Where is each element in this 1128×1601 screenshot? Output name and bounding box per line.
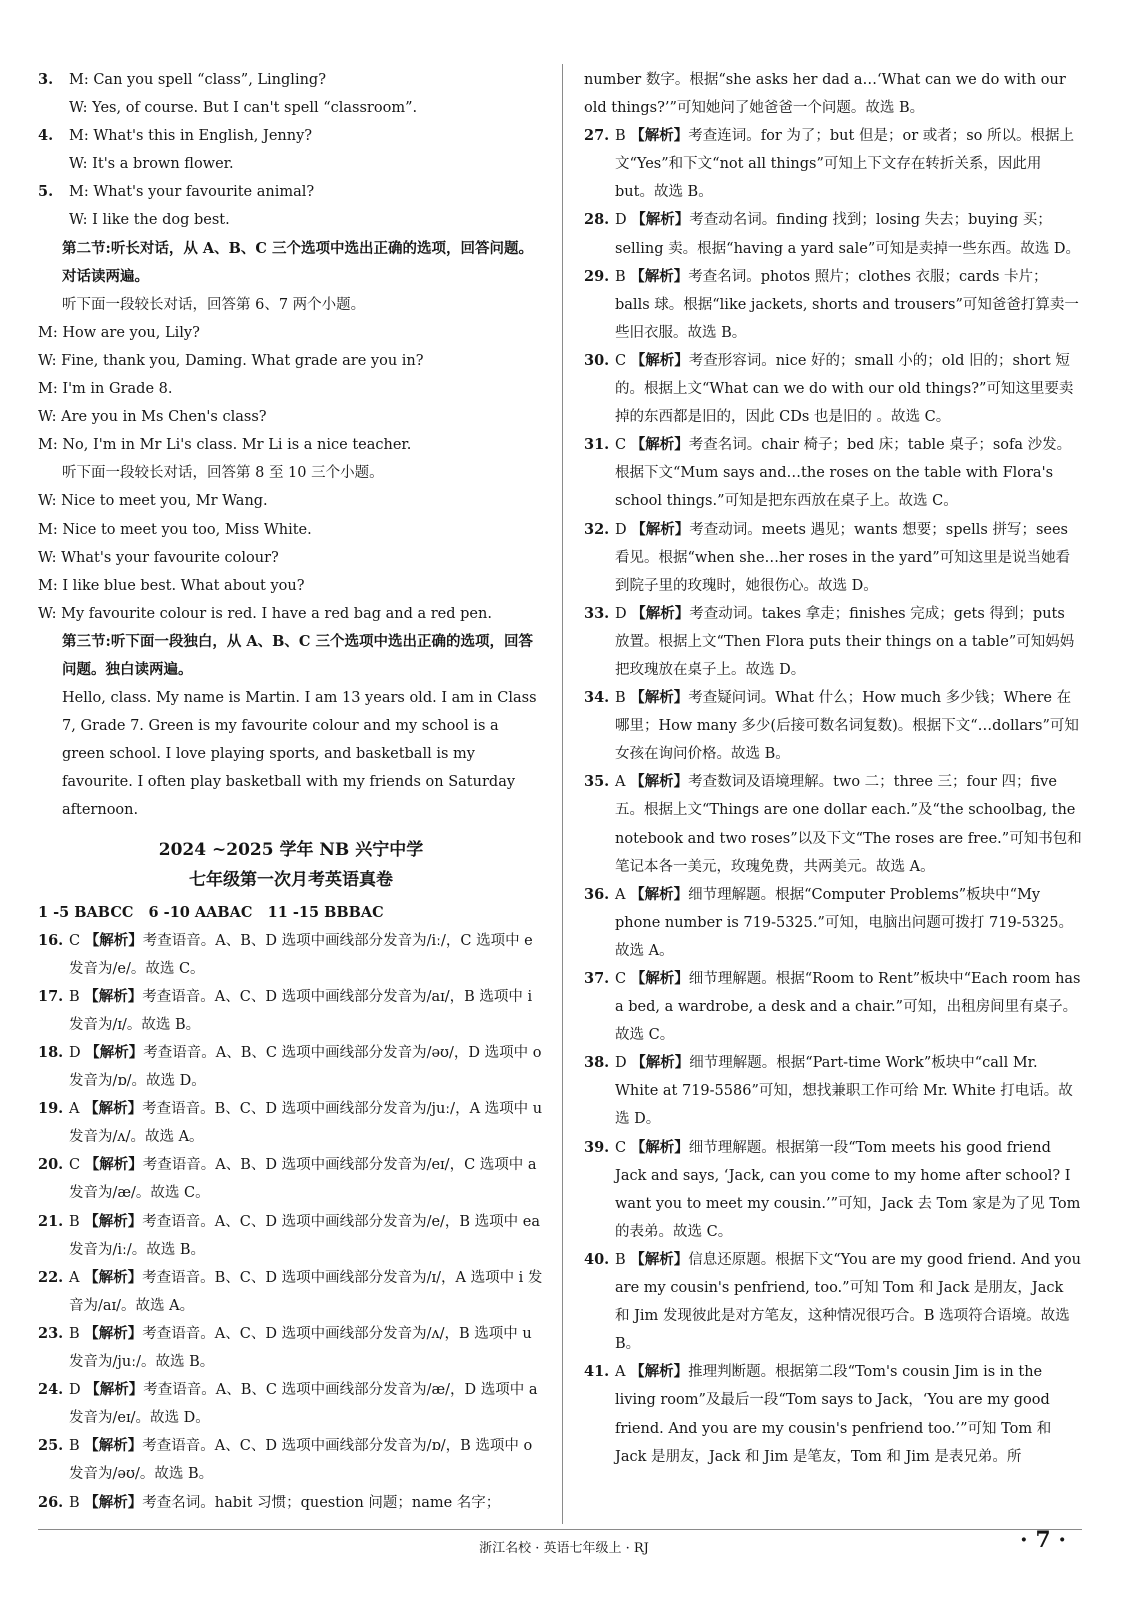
question-number: 28.: [584, 211, 610, 229]
analysis-tag: 【解析】: [630, 773, 689, 791]
analysis-text: 考查名词。photos 照片；clothes 衣服；cards 卡片；balls 球。根据“like jackets, shorts and trousers”可知爸爸打算卖一些旧衣服。故选 B。: [615, 268, 1079, 341]
analysis-tag: 【解析】: [630, 436, 689, 454]
question-number: 35.: [584, 773, 610, 791]
dialogue-line: W: Fine, thank you, Daming. What grade are you in?: [38, 352, 424, 369]
question-number: 25.: [38, 1437, 64, 1455]
dialogue-text: W: It's a brown flower.: [69, 156, 234, 173]
answer-item: [38, 1432, 544, 1488]
answer-item: [584, 1049, 1082, 1133]
dialogue-line: W: Are you in Ms Chen's class?: [38, 409, 267, 426]
dialogue-line: M: How are you, Lily?: [38, 324, 200, 341]
answer-item: [584, 965, 1086, 1049]
analysis-tag: 【解析】: [84, 931, 143, 949]
answer-item: [38, 1489, 544, 1517]
dialogue-text: W: Yes, of course. But I can't spell “classroom”.: [69, 100, 418, 117]
question-number: 32.: [584, 520, 610, 538]
dialogue-line: [38, 206, 544, 234]
dialogue-line: M: I'm in Grade 8.: [38, 381, 173, 398]
question-number: 29.: [584, 267, 610, 285]
dialogue-text: W: I like the dog best.: [69, 212, 230, 229]
page-number: · 7 ·: [1020, 1527, 1066, 1553]
analysis-text: 考查语音。A、C、D 选项中画线部分发音为/aɪ/，B 选项中 i 发音为/ɪ/。故选 B。: [69, 988, 537, 1033]
question-number: 39.: [584, 1138, 610, 1156]
answer-letter: C: [615, 971, 627, 987]
analysis-tag: 【解析】: [630, 1363, 689, 1381]
answer-letter: B: [69, 988, 80, 1005]
analysis-tag: 【解析】: [84, 1324, 143, 1342]
answer-item: [38, 1095, 547, 1151]
analysis-tag: 【解析】: [630, 689, 689, 707]
question-number: 17.: [38, 987, 64, 1005]
question-number: 21.: [38, 1212, 64, 1230]
analysis-tag: 【解析】: [84, 1212, 143, 1230]
question-number: 34.: [584, 689, 610, 707]
analysis-tag: 【解析】: [631, 1054, 690, 1072]
question-number: 4.: [38, 127, 54, 145]
answer-letter: B: [615, 128, 626, 145]
dialogue-line: [38, 94, 544, 122]
answer-item: [584, 516, 1082, 600]
question-number: 31.: [584, 436, 610, 454]
answer-item: [584, 1358, 1082, 1470]
column-divider: [562, 64, 563, 1524]
answer-letter: B: [69, 1213, 80, 1230]
analysis-text: 考查动词。meets 遇见；wants 想要；spells 拼写；sees 看见。根据“when she…her roses in the yard”可知这里是说当她看到院子里的玫瑰时，她很伤心。故选 D。: [615, 521, 1073, 594]
dialogue-line: M: No, I'm in Mr Li's class. Mr Li is a nice teacher.: [38, 437, 412, 454]
analysis-tag: 【解析】: [84, 1156, 143, 1174]
answers-row: 1 -5 BABCC 6 -10 AABAC 11 -15 BBBAC: [38, 903, 384, 921]
analysis-text: 考查语音。A、C、D 选项中画线部分发音为/ɒ/，B 选项中 o 发音为/əʊ/。故选 B。: [69, 1438, 537, 1483]
analysis-tag: 【解析】: [631, 604, 690, 622]
analysis-tag: 【解析】: [84, 1437, 143, 1455]
answer-item: [38, 1320, 544, 1376]
answer-letter: B: [69, 1438, 80, 1455]
analysis-text: 考查名词。habit 习惯；question 问题；name 名字；: [142, 1494, 501, 1511]
answer-item: [584, 263, 1082, 347]
exam-title-line2: 七年级第一次月考英语真卷: [189, 869, 393, 890]
listening-part1: [38, 66, 544, 235]
analysis-text: 考查语音。A、B、D 选项中画线部分发音为/eɪ/，C 选项中 a 发音为/æ/。故选 C。: [69, 1157, 542, 1202]
analysis-text: 细节理解题。根据“Room to Rent”板块中“Each room has a bed, a wardrobe, a desk and a chair.”可知，出租房间里有桌子。故选 C。: [615, 971, 1086, 1044]
answer-item: [584, 431, 1082, 515]
dialogue-line: M: I like blue best. What about you?: [38, 577, 305, 594]
analysis-text: 细节理解题。根据“Computer Problems”板块中“My phone number is 719-5325.”可知，电脑出问题可拨打 719-5325。故选 A。: [615, 886, 1073, 959]
analysis-text: 考查动名词。finding 找到；losing 失去；buying 买；selling 卖。根据“having a yard sale”可知是卖掉一些东西。故选 D。: [615, 212, 1080, 257]
analysis-text: 推理判断题。根据第二段“Tom's cousin Jim is in the living room”及最后一段“Tom says to Jack，‘You are my good friend. And you are my cousin's penfriend too.’”可知 Tom 和 Jack 是朋友，Jack 和 Jim 是笔友，Tom 和 Jim 是表兄弟。所: [615, 1364, 1056, 1465]
analysis-tag: 【解析】: [631, 520, 690, 538]
dialogue-line: M: Nice to meet you too, Miss White.: [38, 521, 312, 538]
answer-item: [38, 1151, 544, 1207]
dialogue-line: [38, 150, 544, 178]
answer-letter: A: [69, 1101, 80, 1118]
analysis-text: 考查形容词。nice 好的；small 小的；old 旧的；short 短的。根据上文“What can we do with our old things?”可知这里要卖掉的东西都是旧的，因此 CDs 也是旧的 。故选 C。: [615, 352, 1074, 426]
question-number: 37.: [584, 970, 610, 987]
answer-item: [584, 1134, 1085, 1246]
right-column: [584, 66, 1086, 1471]
question-number: 23.: [38, 1324, 64, 1342]
answer-letter: D: [69, 1382, 81, 1399]
footer-book-title: 浙江名校 · 英语七年级上 · RJ: [479, 1541, 649, 1556]
exam-title-line1: 2024 ~2025 学年 NB 兴宁中学: [158, 839, 424, 860]
answer-item: [584, 768, 1082, 880]
analysis-tag: 【解析】: [630, 1138, 689, 1156]
answer-letter: D: [615, 212, 627, 229]
right-answer-items: [584, 122, 1086, 1471]
question-number: 27.: [584, 127, 610, 145]
analysis-tag: 【解析】: [630, 267, 689, 285]
dialogue-line: [38, 122, 544, 150]
answer-item: [584, 1246, 1086, 1358]
analysis-text: 考查语音。A、B、D 选项中画线部分发音为/iː/，C 选项中 e 发音为/e/。故选 C。: [69, 932, 538, 977]
answer-item: [584, 881, 1082, 965]
analysis-tag: 【解析】: [85, 1044, 144, 1061]
answer-letter: C: [69, 932, 81, 949]
dialogue-line: [38, 66, 544, 94]
analysis-text: 细节理解题。根据第一段“Tom meets his good friend Jack and says, ‘Jack, can you come to my home after school? I want you to meet my cousin.’”可知，Jack 去 Tom 家是为了见 Tom 的表弟。故选 C。: [615, 1139, 1085, 1240]
section2-heading: 第二节:听长对话，从 A、B、C 三个选项中选出正确的选项，回答问题。对话读两遍。: [62, 239, 533, 285]
answer-letter: A: [69, 1269, 80, 1286]
dialogue-line: [38, 178, 544, 206]
analysis-tag: 【解析】: [630, 351, 689, 369]
answer-item: [584, 347, 1082, 431]
question-number: 16.: [38, 931, 64, 949]
answer-letter: D: [615, 521, 627, 538]
dialogue-text: M: What's this in English, Jenny?: [69, 128, 313, 145]
analysis-text: 考查语音。A、B、C 选项中画线部分发音为/əʊ/，D 选项中 o 发音为/ɒ/。故选 D。: [69, 1045, 547, 1090]
question-number: 20.: [38, 1156, 64, 1174]
answer-item: [584, 206, 1082, 262]
answer-letter: C: [615, 437, 627, 454]
answer-letter: D: [69, 1045, 81, 1061]
analysis-text: 信息还原题。根据下文“You are my good friend. And you are my cousin's penfriend, too.”可知 Tom 和 Jack 是朋友，Jack 和 Jim 发现彼此是对方笔友，这种情况很巧合。B 选项符合语境。故选 B。: [615, 1251, 1086, 1353]
dialogue2-intro: 听下面一段较长对话，回答第 8 至 10 三个小题。: [62, 465, 384, 482]
answer-letter: C: [615, 352, 627, 369]
question-number: 26.: [38, 1493, 64, 1511]
analysis-text: 考查语音。B、C、D 选项中画线部分发音为/juː/，A 选项中 u 发音为/ʌ/。故选 A。: [69, 1101, 547, 1146]
answer-letter: B: [615, 690, 626, 707]
analysis-tag: 【解析】: [84, 1493, 143, 1511]
answer-item: [38, 1039, 547, 1095]
analysis-text: 考查语音。A、C、D 选项中画线部分发音为/ʌ/，B 选项中 u 发音为/juː/。故选 B。: [69, 1325, 537, 1371]
answer-letter: B: [69, 1325, 80, 1342]
answer-letter: C: [69, 1157, 81, 1174]
dialogue1: [38, 319, 544, 459]
analysis-text: 考查疑问词。What 什么；How much 多少钱；Where 在哪里；How many 多少(后接可数名词复数)。根据下文“…dollars”可知女孩在询问价格。故选 B。: [615, 690, 1079, 763]
dialogue1-intro: 听下面一段较长对话，回答第 6、7 两个小题。: [62, 296, 366, 313]
analysis-text: 考查动词。takes 拿走；finishes 完成；gets 得到；puts 放置。根据上文“Then Flora puts their things on a table”可知妈妈把玫瑰放在桌子上。故选 D。: [615, 605, 1075, 678]
analysis-text: 考查连词。for 为了；but 但是；or 或者；so 所以。根据上文“Yes”和下文“not all things”可知上下文存在转折关系，因此用 but。故选 B。: [615, 128, 1075, 201]
analysis-tag: 【解析】: [631, 211, 690, 229]
question-number: 36.: [584, 885, 610, 903]
answer-letter: B: [69, 1494, 80, 1511]
analysis-tag: 【解析】: [630, 1250, 689, 1268]
answer-letter: A: [615, 886, 626, 903]
dialogue-line: W: Nice to meet you, Mr Wang.: [38, 493, 268, 510]
question-number: 3.: [38, 71, 54, 88]
answer-letter: D: [615, 605, 627, 622]
question-number: 41.: [584, 1363, 610, 1381]
analysis-tag: 【解析】: [84, 987, 143, 1005]
analysis-tag: 【解析】: [630, 970, 689, 987]
answer-item: [38, 927, 544, 983]
monologue: Hello, class. My name is Martin. I am 13 years old. I am in Class 7, Grade 7. Green is my favourite colour and my school is a green school. I love playing sports, and basketball is my favourite. I often play basketball with my friends on Saturday afternoon.: [62, 690, 542, 819]
question-number: 24.: [38, 1381, 64, 1399]
question-number: 19.: [38, 1100, 64, 1118]
dialogue-text: M: Can you spell “class”, Lingling?: [69, 72, 326, 88]
question-number: 30.: [584, 351, 610, 369]
answer-letter: B: [615, 1251, 626, 1268]
footer-rule: [38, 1529, 1082, 1530]
dialogue-line: W: My favourite colour is red. I have a red bag and a red pen.: [38, 605, 492, 622]
analysis-tag: 【解析】: [85, 1381, 144, 1399]
analysis-tag: 【解析】: [84, 1100, 143, 1118]
analysis-text: 考查数词及语境理解。two 二；three 三；four 四；five 五。根据上文“Things are one dollar each.”及“the schoolbag, the notebook and two roses”以及下文“The roses are free.”可知书包和笔记本各一美元，玫瑰免费，共两美元。故选 A。: [615, 774, 1082, 875]
question-number: 33.: [584, 604, 610, 622]
dialogue2: [38, 487, 544, 627]
answer-letter: A: [615, 774, 626, 791]
answer-item: [38, 1264, 544, 1320]
left-answer-items: [38, 927, 547, 1517]
answer-item: [38, 1376, 544, 1432]
left-column: [38, 66, 547, 1517]
analysis-text: 细节理解题。根据“Part-time Work”板块中“call Mr. White at 719-5586”可知，想找兼职工作可给 Mr. White 打电话。故选 D。: [615, 1055, 1073, 1128]
dialogue-line: W: What's your favourite colour?: [38, 549, 279, 566]
answer-letter: C: [615, 1139, 627, 1156]
continuation-text: number 数字。根据“she asks her dad a…‘What can we do with our old things?’”可知她问了她爸爸一个问题。故选 B。: [584, 72, 1071, 117]
question-number: 38.: [584, 1054, 610, 1072]
answer-item: [584, 600, 1082, 684]
analysis-tag: 【解析】: [630, 885, 689, 903]
section3-heading: 第三节:听下面一段独白，从 A、B、C 三个选项中选出正确的选项，回答问题。独白读两遍。: [62, 632, 533, 678]
answer-item: [38, 983, 544, 1039]
dialogue-text: M: What's your favourite animal?: [69, 184, 315, 201]
analysis-text: 考查名词。chair 椅子；bed 床；table 桌子；sofa 沙发。根据下文“Mum says and…the roses on the table with Flora's school things.”可知是把东西放在桌子上。故选 C。: [615, 437, 1072, 510]
question-number: 40.: [584, 1250, 610, 1268]
analysis-tag: 【解析】: [84, 1268, 143, 1286]
analysis-text: 考查语音。A、B、C 选项中画线部分发音为/æ/，D 选项中 a 发音为/eɪ/。故选 D。: [69, 1382, 543, 1427]
answer-item: [584, 122, 1082, 206]
answer-letter: B: [615, 268, 626, 285]
answer-item: [584, 684, 1082, 768]
answer-letter: A: [615, 1364, 626, 1381]
question-number: 5.: [38, 183, 54, 201]
answer-item: [38, 1208, 544, 1264]
question-number: 18.: [38, 1044, 64, 1061]
analysis-tag: 【解析】: [630, 127, 689, 145]
question-number: 22.: [38, 1268, 64, 1286]
answer-letter: D: [615, 1055, 627, 1072]
analysis-text: 考查语音。B、C、D 选项中画线部分发音为/ɪ/，A 选项中 i 发音为/aɪ/。故选 A。: [69, 1269, 543, 1314]
analysis-text: 考查语音。A、C、D 选项中画线部分发音为/e/，B 选项中 ea 发音为/iː/。故选 B。: [69, 1213, 545, 1258]
